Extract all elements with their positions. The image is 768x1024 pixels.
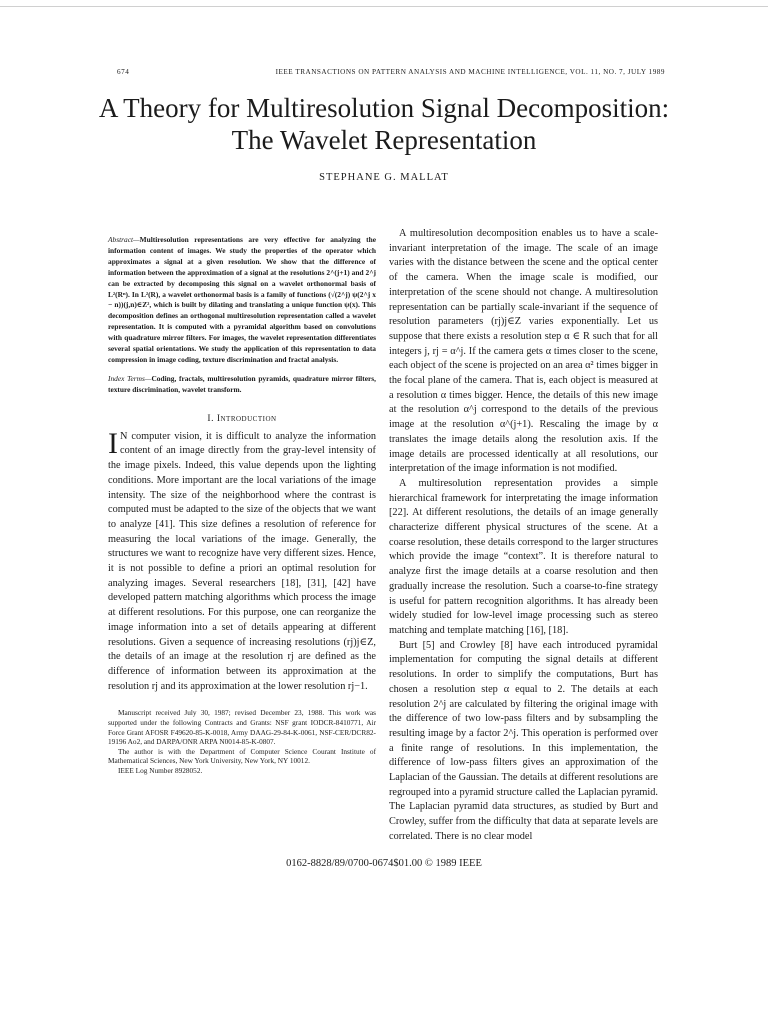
footnote-affiliation: The author is with the Department of Computer Science Courant Institute of Mathematical Sciences, New York University, New York, NY 10012. <box>108 746 376 766</box>
footnote-log-number: IEEE Log Number 8928052. <box>118 765 203 775</box>
section-heading: I. Introduction <box>207 413 277 424</box>
title-line-2: The Wavelet Representation <box>231 125 537 155</box>
abstract <box>108 235 376 366</box>
journal-citation: IEEE TRANSACTIONS ON PATTERN ANALYSIS AND MACHINE INTELLIGENCE, VOL. 11, NO. 7, JULY 1989 <box>275 68 665 76</box>
index-terms-text: Coding, fractals, multiresolution pyramids, quadrature mirror filters, texture discrimination, wavelet transform. <box>108 373 376 394</box>
index-terms-label: Index Terms— <box>108 373 152 383</box>
index-terms <box>108 374 376 396</box>
right-column <box>389 227 658 845</box>
copyright-line: 0162-8828/89/0700-0674$01.00 © 1989 IEEE <box>286 858 482 869</box>
paragraph-laplacian-pyramid: Burt [5] and Crowley [8] have each introduced pyramidal implementation for computing the signal details at different resolutions. In order to simplify the computations, Burt has chosen a resolution step α equal to 2. The details at each resolution 2^j are calculated by filtering the original image with the difference of two low-pass filters and by subsampling the resulting image by a factor 2^j. This operation is performed over a finite range of resolutions. In this implementation, the difference of low-pass filters gives an approximation of the Laplacian of the Gaussian. The details at different resolutions are regrouped into a pyramid structure called the Laplacian pyramid. The Laplacian pyramid data structures, as studied by Burt and Crowley, suffer from the difficulty that data at separate levels are correlated. There is no clear model <box>389 639 658 842</box>
abstract-text: Multiresolution representations are very effective for analyzing the information content of images. We study the properties of the operator which approximates a signal at a given resolution. We show that the difference of information between the approximation of a signal at the resolutions 2^(j+1) and 2^j can be extracted by decomposing this signal on a wavelet orthonormal basis of L²(Rⁿ). In L²(R), a wavelet orthonormal basis is a family of functions (√(2^j) ψ(2^j x − n))(j,n)∈Z², which is built by dilating and translating a unique function ψ(x). This decomposition defines an orthogonal multiresolution representation called a wavelet representation. It is computed with a pyramidal algorithm based on convolutions with quadrature mirror filters. For images, the wavelet representation differentiates several spatial orientations. We study the application of this representation to data compression in image coding, texture discrimination and fractal analysis. <box>108 235 376 364</box>
footnote-manuscript: Manuscript received July 30, 1987; revised December 23, 1988. This work was supported under the following Contracts and Grants: NSF grant IODCR-8410771, Air Force Grant AFOSR F49620-85-K-0018, Army DAAG-29-84-K-0061, NSF-CER/DCR82-19196 Ao2, and DARPA/ONR ARPA N0014-85-K-0807. <box>108 708 376 747</box>
author-name: STEPHANE G. MALLAT <box>319 172 449 183</box>
abstract-label: Abstract— <box>108 235 140 244</box>
drop-cap: I <box>108 426 118 460</box>
intro-paragraph-text: N computer vision, it is difficult to analyze the information content of an image directly from the gray-level intensity of the image pixels. Indeed, this value depends upon the lighting conditions. More important are the local variations of the image intensity. The size of the neighborhood where the contrast is computed must be adapted to the size of the objects that we want to analyze [41]. This size defines a resolution of reference for measuring the local variations of the image. Generally, the structures we want to recognize have very different sizes. Hence, it is not possible to define a priori an optimal resolution for analyzing images. Several researchers [18], [31], [42] have developed pattern matching algorithms which process the image at different resolutions. For this purpose, one can reorganize the image information into a set of details appearing at different resolutions. Given a sequence of increasing resolutions (rj)j∈Z, the details of an image at the resolution rj are defined as the difference of information between its approximation at the resolution rj and its approximation at the lower resolution rj−1. <box>108 430 376 692</box>
title-line-1: A Theory for Multiresolution Signal Decomposition: <box>98 93 670 123</box>
footnotes <box>108 708 376 775</box>
page-number: 674 <box>117 68 130 76</box>
introduction-body <box>108 426 376 695</box>
running-header <box>117 68 665 76</box>
paragraph-hierarchical-framework: A multiresolution representation provides a simple hierarchical framework for interpretating the image information [22]. At different resolutions, the details of an image generally characterize different physical structures of the scene. At a coarse resolution, these details correspond to the larger structures which provide the image “context”. It is therefore natural to analyze first the image details at a coarse resolution and then gradually increase the resolution. Such a coarse-to-fine strategy is useful for pattern recognition algorithms. It has already been widely studied for low-level image processing such as stereo matching and template matching [16], [18]. <box>389 477 658 636</box>
intro-paragraph <box>108 426 376 695</box>
left-column <box>108 235 376 776</box>
paper-title <box>80 92 688 156</box>
paragraph-scale-invariance: A multiresolution decomposition enables us to have a scale-invariant interpretation of the image. The scale of an image varies with the distance between the scene and the optical center of the camera. When the image scale is modified, our interpretation of the scene should not change. A multiresolution representation can be partially scale-invariant if the sequence of resolution parameters (rj)j∈Z varies exponentially. Let us suppose that there exists a resolution step α ∈ R such that for all integers j, rj = α^j. If the camera gets α times closer to the scene, each object of the scene is projected on an area α² times bigger in the focal plane of the camera. That is, each object is measured at a resolution α times bigger. Hence, the details of this new image at the resolution α^j correspond to the details of the previous image at the resolution α^(j+1). Rescaling the image by α translates the image details along the resolution axis. If the image details are processed identically at all resolutions, our interpretation of the image information is not modified. <box>389 228 658 475</box>
